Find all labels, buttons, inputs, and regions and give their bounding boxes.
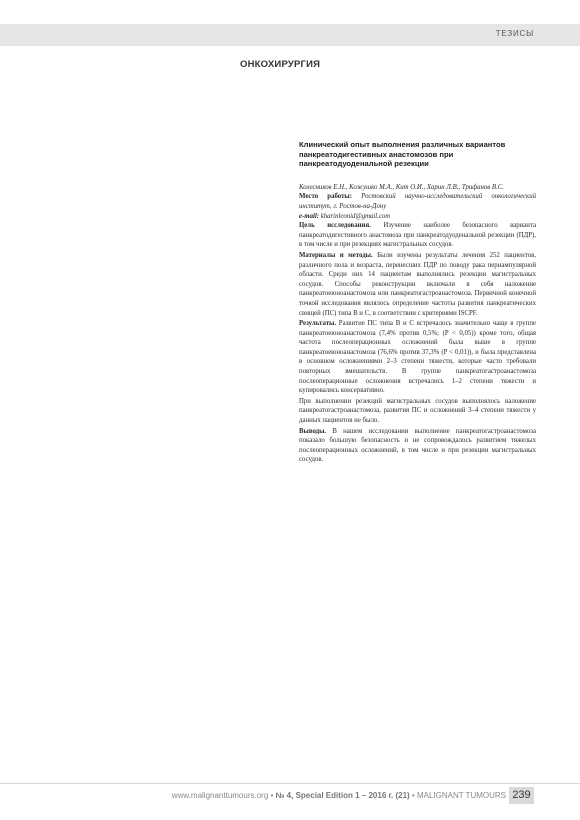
footer-journal: MALIGNANT TUMOURS bbox=[416, 791, 506, 800]
footer-divider bbox=[0, 783, 580, 784]
email-line bbox=[299, 212, 536, 222]
results-text: Развитие ПС типа B и C встречалось значительно чаще в группе панкреатоеюноанастомоза (7,4% против 0,5%; (P < 0,05)) кроме того, общая частота послеоперационных осложнений была выше в группе панкреатоеюноанастомоза (76,6% против 37,3% (P < 0,01)), и была представлена в основном осложнениями 2–3 степени тяжести, которые часто требовали повторных вмешательств. В группе панкреатогастроанастомоза послеоперационные осложнения встречались 1–2 степени тяжести и купировались консервативно. bbox=[299, 320, 536, 395]
workplace bbox=[299, 192, 536, 211]
email-label: e-mail: bbox=[299, 212, 320, 220]
goal-paragraph bbox=[299, 221, 536, 250]
footer bbox=[172, 791, 506, 800]
workplace-label: Место работы: bbox=[299, 193, 352, 201]
workplace-text: Ростовский научно-исследовательский онкологический институт, г. Ростов-на-Дону bbox=[299, 193, 536, 210]
header-label: ТЕЗИСЫ bbox=[495, 29, 534, 38]
results-label: Результаты. bbox=[299, 320, 337, 328]
methods-label: Материалы и методы. bbox=[299, 251, 373, 259]
goal-label: Цель исследования. bbox=[299, 222, 371, 230]
article bbox=[299, 140, 536, 465]
methods-paragraph bbox=[299, 251, 536, 318]
footer-issue: № 4, Special Edition 1 – 2016 г. (21) bbox=[275, 791, 410, 800]
page-number: 239 bbox=[509, 787, 534, 804]
footer-site[interactable]: www.malignanttumours.org bbox=[171, 791, 269, 800]
results-paragraph-2: При выполнении резекций магистральных сосудов выполнялось наложение панкреатогастроанастомоза, развития ПС и осложнений 3–4 степени тяжести у данных пациентов не было. bbox=[299, 397, 536, 425]
footer-separator: • bbox=[268, 791, 276, 800]
authors: Колесников Е.Н., Кожушко М.А., Кит О.И., Харин Л.В., Трифанов В.С. bbox=[299, 183, 504, 191]
footer-separator: • bbox=[409, 791, 417, 800]
header-band bbox=[0, 24, 580, 46]
article-title: Клинический опыт выполнения различных вариантов панкреатодигестивных анастомозов при панкреатодуоденальной резекции bbox=[299, 140, 506, 169]
conclusions-text: В нашем исследовании выполнение панкреатогастроанастомоза показало большую безопасность и не сопровождалось развитием тяжелых послеоперационных осложнений, в том числе и при резекции магистральных сосудов. bbox=[299, 427, 536, 464]
conclusions-paragraph bbox=[299, 427, 536, 465]
methods-text: Были изучены результаты лечения 252 пациентов, различного пола и возраста, перенесших ПДР по поводу рака периампулярной области. Среди них 14 пациентам выполнялись резекции магистральных сосудов. Способы реконструкции включали в себя наложение панкреатоеюноанастомоза или панкреатогастроанастомоза. Первичной конечной точкой исследования являлось определение частоты развития панкреатических свищей (ПС) типа B и C, в соответствии с критериями ISCPF. bbox=[299, 251, 537, 317]
goal-text: Изучение наиболее безопасного варианта панкреатодигестивного анастомоза при панкреатодуоденальной резекции (ПДР), в том числе и при резекциях магистральных сосудов. bbox=[299, 222, 537, 249]
email-link[interactable]: kharinleonid@gmail.com bbox=[320, 212, 391, 220]
section-title: ОНКОХИРУРГИЯ bbox=[240, 59, 321, 70]
results-paragraph bbox=[299, 319, 536, 396]
conclusions-label: Выводы. bbox=[299, 427, 327, 435]
